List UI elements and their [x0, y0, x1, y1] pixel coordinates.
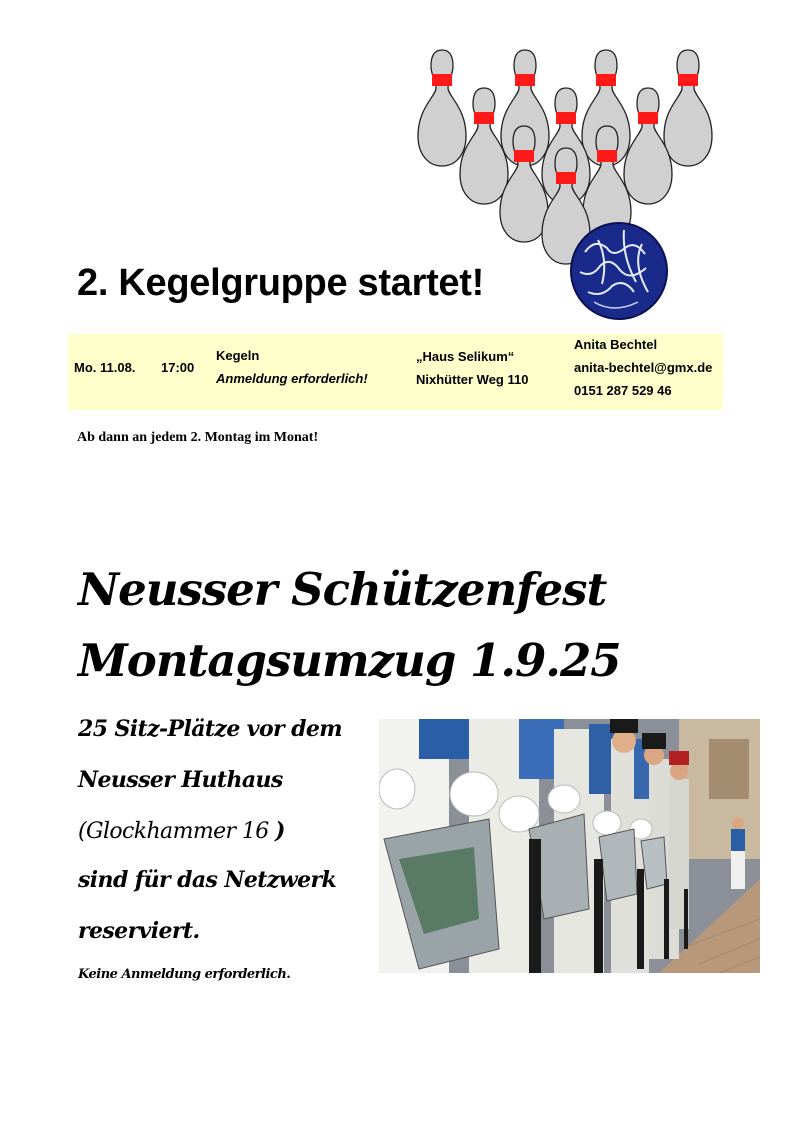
contact-phone: 0151 287 529 46 [574, 383, 672, 398]
event-time: 17:00 [161, 360, 195, 375]
seats-line4: sind für das Netzwerk [78, 867, 337, 893]
address-text: (Glockhammer 16 [78, 819, 276, 844]
kegelgruppe-title: 2. Kegelgruppe startet! [77, 262, 484, 304]
event-activity: Kegeln [216, 348, 260, 363]
event-info-bar [68, 334, 723, 410]
seats-line5: reserviert. [78, 918, 200, 944]
parade-photo [379, 719, 760, 973]
contact-email[interactable]: anita-bechtel@gmx.de [574, 360, 713, 375]
event-registration-note: Anmeldung erforderlich! [216, 371, 368, 386]
bowling-pin [624, 88, 672, 204]
bowling-ball-icon [571, 223, 667, 319]
event-date: Mo. 11.08. [74, 360, 136, 375]
venue-street: Nixhütter Weg 110 [416, 372, 529, 387]
bowling-pin [460, 88, 508, 204]
venue-name: „Haus Selikum“ [416, 349, 515, 364]
address-close: ) [275, 818, 285, 844]
seats-line2: Neusser Huthaus [78, 767, 283, 793]
parade-title-line2: Montagsumzug 1.9.25 [78, 634, 621, 687]
no-registration-note: Keine Anmeldung erforderlich. [78, 967, 291, 982]
parade-title-line1: Neusser Schützenfest [78, 563, 607, 616]
seats-line1: 25 Sitz-Plätze vor dem [78, 716, 342, 742]
contact-name: Anita Bechtel [574, 337, 658, 352]
recurrence-note: Ab dann an jedem 2. Montag im Monat! [77, 430, 319, 445]
bowling-pin [664, 50, 712, 166]
seats-address [78, 818, 285, 844]
bowling-pin [418, 50, 466, 166]
